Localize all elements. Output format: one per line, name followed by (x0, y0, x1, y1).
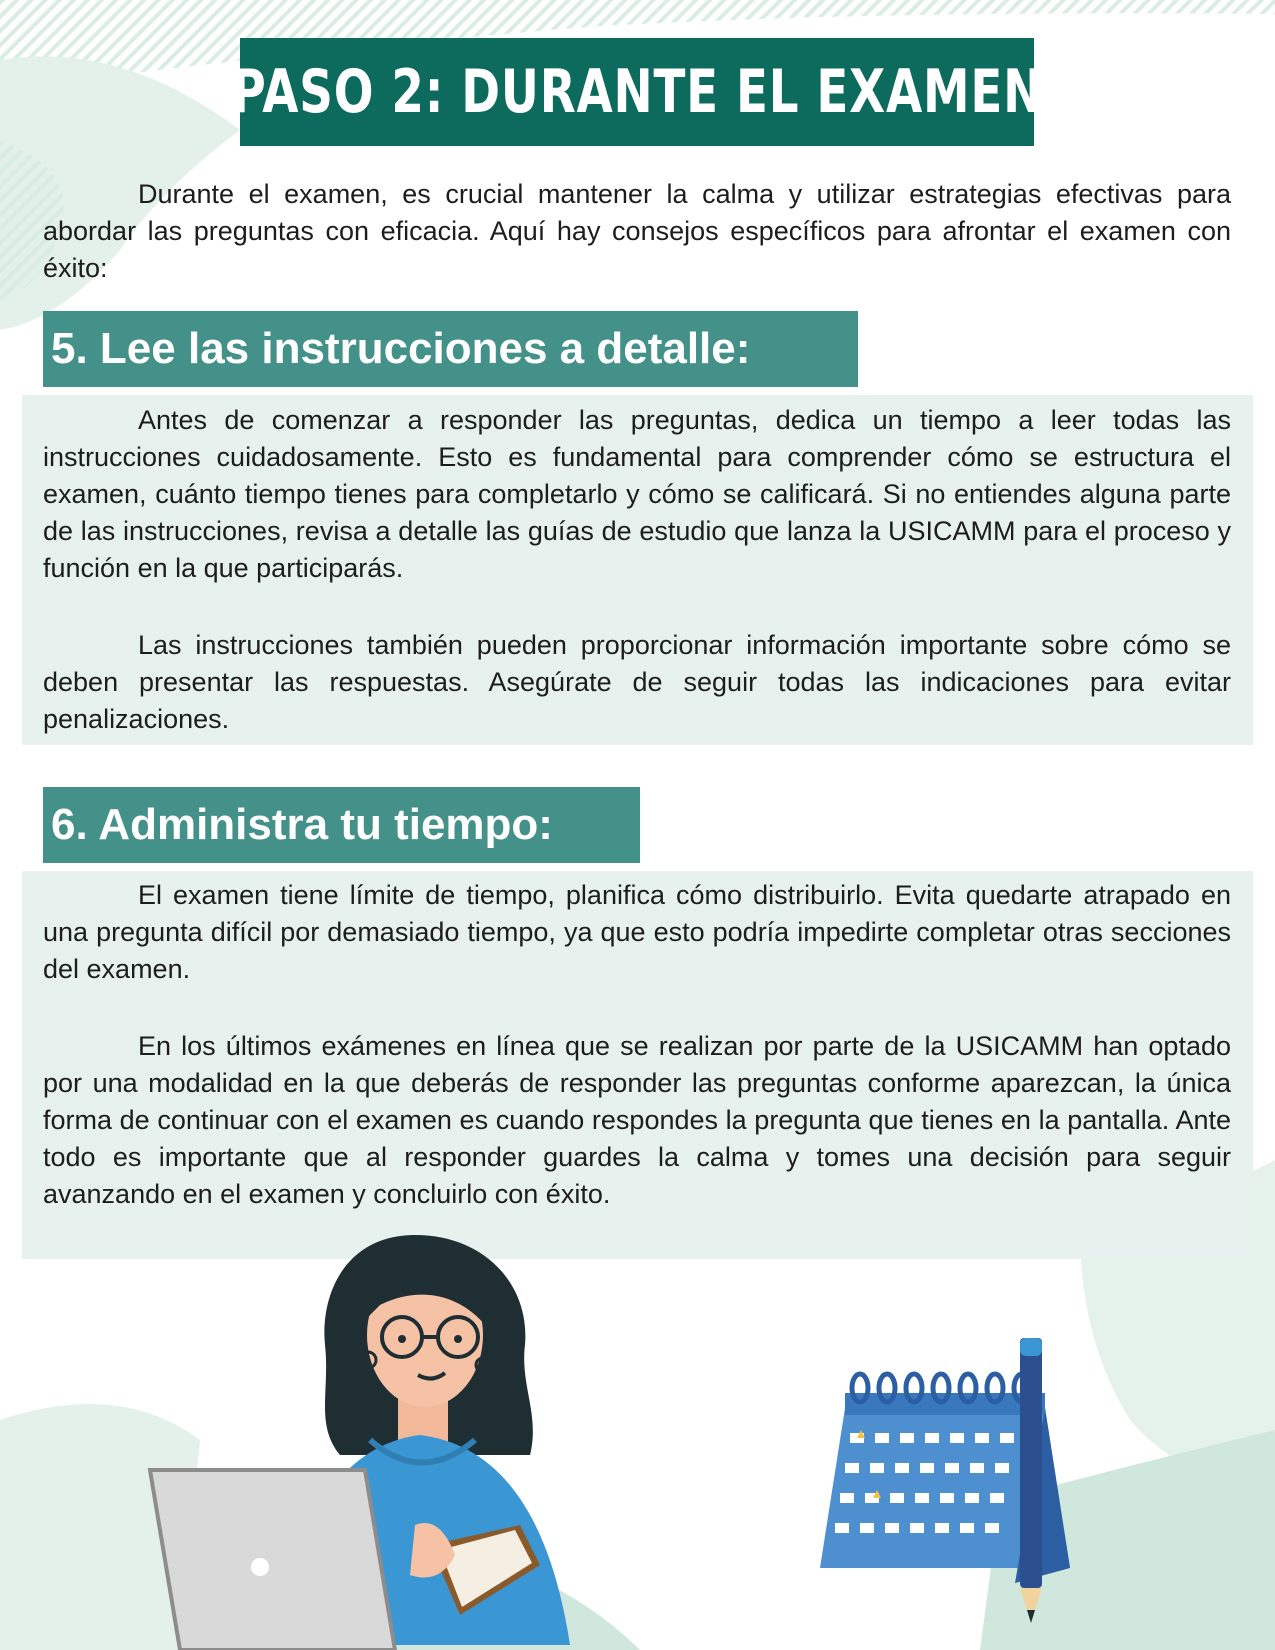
section-6-paragraph-2: En los últimos exámenes en línea que se realizan por parte de la USICAMM han optado por una modalidad en la que deberás de responder las preguntas conforme aparezcan, la única forma de continuar con el examen es cuando respondes la pregunta que tienes en la pantalla. Ante todo es importante que al responder guardes la calma y tomes una decisión para seguir avanzando en el examen y concluirlo con éxito. (43, 1031, 1231, 1209)
section-heading-6: 6. Administra tu tiempo: (43, 787, 640, 863)
page-title-box (231, 38, 1043, 146)
woman-with-laptop-illustration (140, 1225, 700, 1650)
pencil-icon (1020, 1338, 1042, 1623)
page-title: PASO 2: DURANTE EL EXAMEN (231, 57, 1043, 127)
section-5-paragraph-2: Las instrucciones también pueden proporcionar información importante sobre cómo se deben presentar las respuestas. Asegúrate de seguir todas las indicaciones para evitar penalizaciones. (43, 630, 1231, 734)
intro-paragraph: Durante el examen, es crucial mantener la calma y utilizar estrategias efectivas para abordar las preguntas con eficacia. Aquí hay consejos específicos para afrontar el examen con éxito: (43, 179, 1231, 283)
section-5-paragraph-1: Antes de comenzar a responder las preguntas, dedica un tiempo a leer todas las instrucciones cuidadosamente. Esto es fundamental para comprender cómo se estructura el examen, cuánto tiempo tienes para completarlo y cómo se calificará. Si no entiendes alguna parte de las instrucciones, revisa a detalle las guías de estudio que lanza la USICAMM para el proceso y función en la que participarás. (43, 405, 1231, 583)
calendar-pencil-illustration (815, 1338, 1085, 1638)
section-heading-5: 5. Lee las instrucciones a detalle: (43, 311, 858, 387)
section-6-paragraph-1: El examen tiene límite de tiempo, planifica cómo distribuirlo. Evita quedarte atrapado en una pregunta difícil por demasiado tiempo, ya que esto podría impedirte completar otras secciones del examen. (43, 880, 1231, 984)
